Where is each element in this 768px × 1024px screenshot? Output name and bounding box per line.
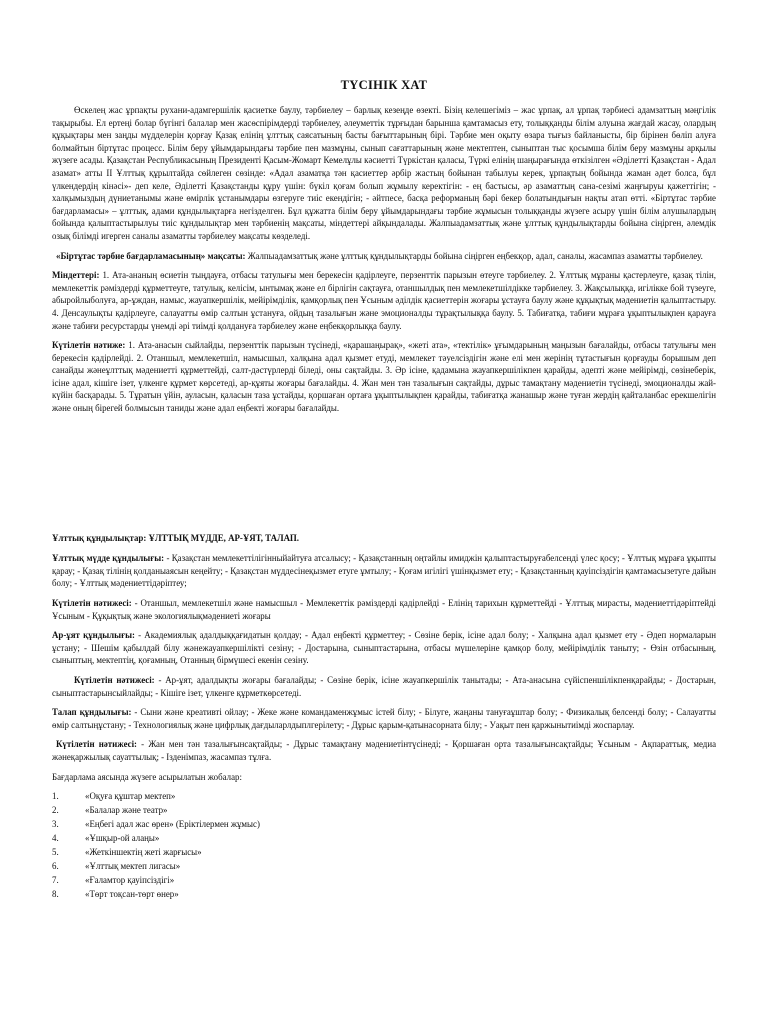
document-title: ТҮСІНІК ХАТ xyxy=(340,78,428,92)
outcome-label: Күтілетін нәтиже: xyxy=(52,340,126,351)
intro-paragraph: Өскелең жас ұрпақты рухани-адамгершілік қасиетке баулу, тәрбиелеу – барлық кезеңде өзекті. Бізің келешегіміз – жас ұрпақ, ал ұрпақ тәрбиесі адамзаттың мәңгілік тақырыбы. Ел ертеңі болар бүгінгі балалар мен жасөспірімдерді тәрбиелеу, әлеуметтік тұрғыдан барынша қамтамасыз ету, толыққанды білім алуына жағдай жасау, олардың құқықтары мен заңды мүдделерін қорғау Қазақ елінің ұлттық саясатының басты бағыттарының бірі. Тәрбие мен оқыту өзара тығыз байланысты, бір бірінен бөліп алуға болмайтын біртұтас процесс. Білім беру ұйымдарындағы тәрбие пен мазмұны, сынып сағаттарының және мектептен, сыныптан тыс қосымша білім беру мазмұны арқылы жүзеге асады. Қазақстан Республикасының Президенті Қасым-Жомарт Кемелұлы кәсиетті Түркістан қаласы, Түркі елінің шаңырағында өткізілген «Әділетті Қазақстан - Адал азамат» атты II Ұлттық құрылтайда сөйлеген сөзінде: «Адал азаматқа тән қасиеттер әрбір жастың бойынан табылуы керек, ұрпақтың бойында жаман әдет болса, бұл үлкендердің кінәсі»- деп келе, Әділетті Қазақстанды құру үшін: бүкіл қоғам болып жұмылу керектігін: - ең бастысы, әр азаматтың сана-сезімі жаңғыруы қажеттігін; - халқымыздың дүниетанымы және өмірлік ұстанымдары өзгеруге тиіс екендігін; - әйтпесе, басқа реформаның бәрі бекер болатындығын нақты атап өтті. «Біртұтас тәрбие бағдарламасы» – ұлттық, адами құндылықтарға негізделген. Бұл құжатта білім беру ұйымдарындағы тәрбие жұмысын толыққанды жүзеге асыру үшін білім алушылардың бойында қалыптастырылуы тиіс құндылықтар мен тәрбиенің мақсаты, міндеттері айқындалады. Жалпыадамзаттық және ұлттық құндылықтарды бойына сіңірген, әлемдік озық білімді игерген саналы азаматты тәрбиелеу мақсаты көзделеді. xyxy=(52,105,716,241)
project-number: 5. xyxy=(52,846,59,857)
project-name: «Жеткіншектің жеті жарғысы» xyxy=(85,846,202,857)
aspiration-outcome-label: Күтілетін нәтижесі: xyxy=(56,739,137,750)
projects-list xyxy=(52,790,716,901)
project-name: «Еңбегі адал жас өрен» (Еріктілермен жұмыс) xyxy=(85,818,260,829)
national-outcome-text: - Отаншыл, мемлекетшіл және намысшыл - Мемлекеттік рәміздерді қадірлейді - Елінің тарихын құрметтейді - Ұлттық мирасты, мәдениеттідәріптейді Ұсыным - Құқықтық және экологиялықмәдениеті жоғары xyxy=(52,598,716,621)
tasks-paragraph xyxy=(52,269,716,332)
aspiration-paragraph xyxy=(52,706,716,731)
project-number: 3. xyxy=(52,818,59,829)
conscience-outcome-paragraph xyxy=(52,674,716,699)
project-number: 4. xyxy=(52,832,59,843)
project-name: «Ұшқыр-ой алаңы» xyxy=(85,832,160,843)
project-item xyxy=(52,818,716,832)
project-name: «Ғаламтор қауіпсіздігі» xyxy=(85,874,175,885)
aspiration-text: - Сыни және креативті ойлау; - Жеке және командаменжұмыс істей білу; - Білуге, жаңаны тануғаұштар болу; - Физикалық белсенді болу; - Салауатты өмір салтыңұстану; - Технологиялық және цифрлық дағдыларлдыплгерілету; - Дұрыс қарым-қатынасорната білу; - Уақыт пен қаржынытиімді жоспарлау. xyxy=(52,707,716,730)
project-item xyxy=(52,832,716,846)
project-number: 8. xyxy=(52,888,59,899)
national-interest-text: - Қазақстан мемлекеттілігінныйайтуға атсалысу; - Қазақстанның оңтайлы имиджін қалыптастыруғабелсенді үлес қосу; - Ұлттық мұраға ұқыпты қарау; - Қазақ тілінің қолданыаясын кеңейту; - Қазақстан мүддесінеқызмет етуге ұмтылу; - Қоғам игілігі үшінқызмет ету; - Қазақстанның қауіпсіздігін қамтамасызетуге дайын болу; - Ұлттық мәдениеттідәріптеу; xyxy=(52,553,716,589)
conscience-paragraph xyxy=(52,629,716,667)
values-title: Ұлттық құндылықтар: ҰЛТТЫҚ МҮДДЕ, АР-ҰЯТ, ТАЛАП. xyxy=(52,532,299,543)
conscience-text: - Академиялық адалдыққағидатын қолдау; - Адал еңбекті құрметтеу; - Сөзіне берік, ісіне адал болу; - Халқына адал қызмет ету - Әдеп нормаларын ұстану; - Шешім қабылдай білу жәнежауапкершілікті сезіну; - Достарына, сыныптастарына, отбасы мүшелеріне қамқор болу, мейірімділік таныту; - Өзін отбасының, сыныптың, мектептің, қоғамның, Отанның бірмүшесі екенін сезіну. xyxy=(52,630,716,666)
national-outcome-label: Күтілетін нәтижесі: xyxy=(52,598,132,609)
goal-paragraph xyxy=(52,250,716,263)
project-number: 1. xyxy=(52,791,59,802)
projects-intro: Бағдарлама аясында жүзеге асырылатын жобалар: xyxy=(52,771,242,782)
project-item xyxy=(52,888,716,902)
conscience-label: Ар-ұят құндылығы: xyxy=(52,630,135,641)
aspiration-outcome-paragraph xyxy=(52,738,716,763)
conscience-outcome-label: Күтілетін нәтижесі: xyxy=(74,675,155,685)
project-number: 2. xyxy=(52,805,59,816)
project-item xyxy=(52,860,716,874)
project-item xyxy=(52,846,716,860)
project-number: 7. xyxy=(52,874,59,885)
tasks-label: Міндеттері: xyxy=(52,270,100,281)
project-item xyxy=(52,874,716,888)
national-interest-label: Ұлттық мүдде құндылығы: xyxy=(52,553,165,564)
tasks-text: 1. Ата-ананың өсиетін тыңдауға, отбасы татулығы мен берекесін қадірлеуге, перзенттік парызын өтеуге тәрбиелеу. 2. Ұлттық мұраны қастерлеуге, қазақ тілін, мемлекеттік рәміздерді құрметтеуге, татулық, келісім, ынтымақ және ел бірлігін сақтауға, отаншылдық пен мемлекетшілдікке тәрбиелеу. 3. Жақсылыққа, игілікке бой түзеуге, абыройлыболуға, ар-ұждан, намыс, жауапкершілік, мейірімділік, қамқорлық пен Ұсыным әділдік қасиеттерін жоғары ұстауға баулу және құқықтық мәдениетін қалыптастыру. 4. Денсаулықты қадірлеуге, салауатты өмір салтын ұстануға, ойдың тазалығын және эмоционалды тұрақтылыққа баулу. 5. Табиғатқа, табиғи мұраға ұқыптылықпен қарауға және табиғи ресурстарды үнемді әрі тиімді қолдануға тәрбиелеу және еңбекқорлыққа баулу. xyxy=(52,270,716,331)
aspiration-label: Талап құндылығы: xyxy=(52,707,132,718)
conscience-outcome-text: - Ар-ұят, адалдықты жоғары бағалайды; - Сөзіне берік, ісіне жауапкершілік танытады; - Ата-анасына сүйіспеншілікпенқарайды; - Достарын, сыныптастарынсыйлайды; - Кішіге ізет, үлкенге құрметкөрсетеді. xyxy=(52,675,716,698)
outcome-paragraph xyxy=(52,339,716,415)
goal-label: «Біртұтас тәрбие бағдарламасының» мақсаты: xyxy=(56,250,246,261)
aspiration-outcome-text: - Жан мен тән тазалығынсақтайды; - Дұрыс тамақтану мәдениетінтүсінеді; - Қоршаған орта тазалығынсақтайды; Ұсыным - Ақпараттық, медиа жәнеқаржылық сауаттылық; - Ізденімпаз, жасампаз тұлға. xyxy=(52,739,717,762)
national-outcome-paragraph xyxy=(52,597,716,622)
outcome-text: 1. Ата-анасын сыйлайды, перзенттік парызын түсінеді, «қарашаңырақ», «жеті ата», «тектілік» ұғымдарының маңызын бағалайды, отбасы татулығы мен берекесін қадірлейді. 2. Отаншыл, мемлекетшіл, намысшыл, халқына адал қызмет етуді, мемлекет тәуелсіздігін және елі мен жерінің тұтастығын қорғауды борышым деп санайды жәнеұлттық мәдениетті құрметтейді, салт-дәстүрлерді біледі, оны сақтайды. 3. Әр ісіне, қадамына жауапкершілікпен қарайды, әдепті және мейірімді, сөзінеберік, ісіне адал, кішіге ізет, үлкенге құрмет көрсетеді, ар-құяты жоғары бағалайды. 4. Жан мен тән тазалығын сақтайды, дұрыс тамақтану мәдениетін түсінеді, эмоционалды жай-күйін басқарады. 5. Тұратын үйін, ауласын, қаласын таза ұстайды, қоршаған ортаға ұқыптылықпен қарайды, табиғатқа жанашыр және туған жердің қайталанбас ерекшелігін және оның бірегей болмысын таниды және адал еңбекті жоғары бағалайды. xyxy=(52,340,717,414)
project-item xyxy=(52,790,716,804)
national-interest-paragraph xyxy=(52,552,716,590)
project-item xyxy=(52,804,716,818)
project-number: 6. xyxy=(52,860,59,871)
project-name: «Оқуға құштар мектеп» xyxy=(85,791,176,802)
blank-gap xyxy=(52,422,716,532)
project-name: «Төрт тоқсан-төрт өнер» xyxy=(85,888,179,899)
project-name: «Балалар және театр» xyxy=(85,805,168,816)
goal-text: Жалпыадамзаттық және ұлттық құндылықтарды бойына сіңірген еңбекқор, адал, саналы, жасампаз азаматты тәрбиелеу. xyxy=(245,250,703,261)
project-name: «Ұлттық мектеп лигасы» xyxy=(85,860,181,871)
